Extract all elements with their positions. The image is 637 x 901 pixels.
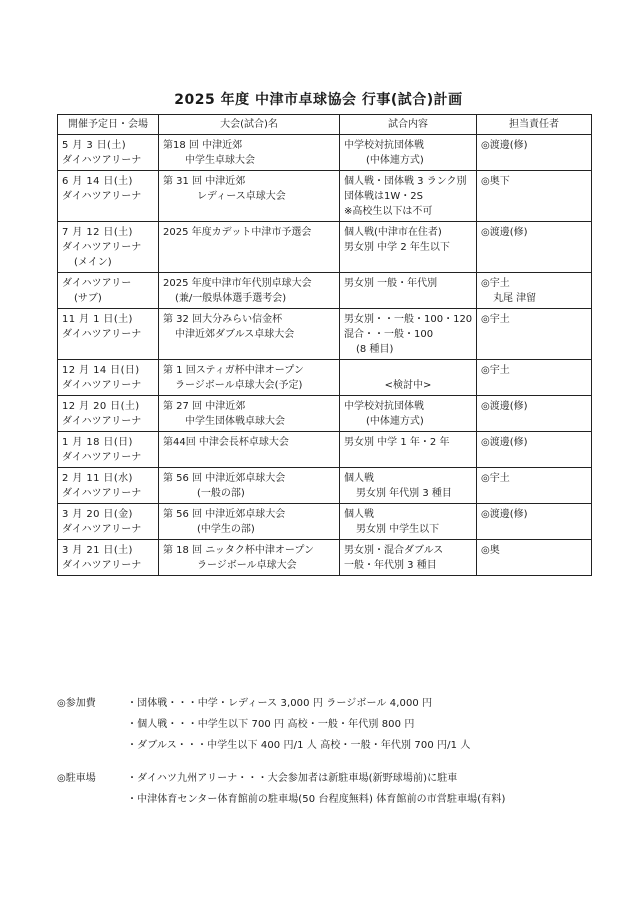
event-name-line: 第 56 回 中津近郊卓球大会 [163,509,286,520]
content-cell [340,135,477,171]
event-name-cell [159,171,340,222]
content-line: 中学校対抗団体戦 [344,140,424,151]
content-cell [340,396,477,432]
date-cell [58,171,159,222]
header-responsible: 担当責任者 [477,115,592,135]
content-line: 男女別 中学 2 年生以下 [344,242,450,253]
content-line: <検討中> [384,380,432,391]
venue: ダイハツアリー [62,278,132,289]
venue: ダイハツアリーナ [62,452,142,463]
responsible-cell [477,468,592,504]
responsible-cell [477,504,592,540]
venue: ダイハツアリーナ [62,155,142,166]
table-row [58,468,592,504]
event-date: 12 月 20 日(土) [62,401,140,412]
content-line: (中体連方式) [366,155,424,166]
responsible-cell [477,360,592,396]
responsible-person: ◎奥下 [481,176,510,187]
venue-note: (サブ) [74,293,102,304]
date-cell [58,273,159,309]
event-date: 3 月 21 日(土) [62,545,133,556]
event-name-line: 第 32 回大分みらい信金杯 [163,314,283,325]
event-date: 7 月 12 日(土) [62,227,133,238]
content-line: 混合・・一般・100 [344,329,434,340]
header-content: 試合内容 [340,115,477,135]
event-name-line: レディース卓球大会 [197,191,286,202]
content-cell [340,309,477,360]
table-row [58,135,592,171]
content-line: 男女別 中学生以下 [356,524,440,535]
responsible-person: ◎渡邊(修) [481,227,528,238]
content-line: 男女別 年代別 3 種目 [356,488,452,499]
event-name-line: (一般の部) [197,488,245,499]
content-line: 男女別・混合ダブルス [344,545,444,556]
event-name-line: 2025 年度中津市年代別卓球大会 [163,278,312,289]
event-name-line: ラージボール卓球大会 [197,560,297,571]
table-header-row [58,115,592,135]
responsible-cell [477,432,592,468]
venue: ダイハツアリーナ [62,416,142,427]
date-cell [58,309,159,360]
event-name-line: 中学生団体戦卓球大会 [185,416,285,427]
page-title: 2025 年度 中津市卓球協会 行事(試合)計画 [174,92,463,108]
content-line: 男女別・・一般・100・120 [344,314,473,325]
responsible-cell [477,396,592,432]
event-name-cell [159,504,340,540]
event-name-line: 第44回 中津会長杯卓球大会 [163,437,289,448]
event-name-line: 第 56 回 中津近郊卓球大会 [163,473,286,484]
content-line: (中体連方式) [366,416,424,427]
venue: ダイハツアリーナ [62,524,142,535]
date-cell [58,432,159,468]
fee-list [127,693,471,756]
content-cell [340,432,477,468]
date-cell [58,135,159,171]
table-row [58,504,592,540]
parking-line: ・ダイハツ九州アリーナ・・・大会参加者は新駐車場(新野球場前)に駐車 [127,773,458,784]
date-cell [58,222,159,273]
event-date: 5 月 3 日(土) [62,140,127,151]
content-line: 団体戦は1W・2S [344,191,423,202]
event-name-line: 第18 回 中津近郊 [163,140,243,151]
table-row [58,360,592,396]
venue: ダイハツアリーナ [62,380,142,391]
event-name-line: 第 27 回 中津近郊 [163,401,246,412]
parking-label: ◎駐車場 [57,773,96,784]
content-line [344,363,472,378]
table-row [58,309,592,360]
event-date: 3 月 20 日(金) [62,509,133,520]
responsible-cell [477,222,592,273]
content-line: 中学校対抗団体戦 [344,401,424,412]
table-row [58,540,592,576]
date-cell [58,396,159,432]
event-name-cell [159,360,340,396]
event-name-line: (中学生の部) [197,524,255,535]
responsible-cell [477,309,592,360]
table-row [58,273,592,309]
event-name-line: 第 1 回スティガ杯中津オープン [163,365,304,376]
event-date: 11 月 1 日(土) [62,314,133,325]
event-name-line: 中津近郊ダブルス卓球大会 [175,329,295,340]
responsible-person: ◎渡邊(修) [481,140,528,151]
parking-list [127,768,506,810]
content-line: ※高校生以下は不可 [344,206,433,217]
venue: ダイハツアリーナ [62,560,142,571]
date-cell [58,504,159,540]
responsible-person: ◎渡邊(修) [481,437,528,448]
responsible-person: ◎宇土 [481,278,510,289]
content-cell [340,273,477,309]
venue: ダイハツアリーナ [62,191,142,202]
fee-line: ・団体戦・・・中学・レディース 3,000 円 ラージボール 4,000 円 [127,698,433,709]
event-name-cell [159,135,340,171]
content-line: 男女別 一般・年代別 [344,278,438,289]
event-name-line: 中学生卓球大会 [185,155,255,166]
responsible-person: ◎渡邊(修) [481,401,528,412]
responsible-cell [477,135,592,171]
responsible-person: ◎奥 [481,545,500,556]
content-line: 個人戦 [344,473,374,484]
responsible-person: ◎渡邊(修) [481,509,528,520]
content-line: (8 種目) [356,344,394,355]
responsible-cell [477,273,592,309]
event-name-line: ラージボール卓球大会(予定) [175,380,303,391]
parking-line: ・中津体育センター体育館前の駐車場(50 台程度無料) 体育館前の市営駐車場(有料) [127,794,506,805]
table-row [58,171,592,222]
schedule-table [57,114,592,576]
venue: ダイハツアリーナ [62,488,142,499]
content-line: 男女別 中学 1 年・2 年 [344,437,450,448]
table-row [58,222,592,273]
responsible-person: ◎宇土 [481,473,510,484]
content-cell [340,222,477,273]
event-name-cell [159,396,340,432]
responsible-person: ◎宇土 [481,314,510,325]
event-name-line: 第 31 回 中津近郊 [163,176,246,187]
event-name-cell [159,468,340,504]
content-line: 個人戦(中津市在住者) [344,227,442,238]
event-name-cell [159,432,340,468]
responsible-cell [477,540,592,576]
event-name-cell [159,273,340,309]
header-date-venue: 開催予定日・会場 [58,115,159,135]
responsible-person: 丸尾 津留 [493,293,537,304]
event-name-cell [159,309,340,360]
event-name-cell [159,222,340,273]
event-name-cell [159,540,340,576]
fee-label: ◎参加費 [57,698,96,709]
fee-line: ・個人戦・・・中学生以下 700 円 高校・一般・年代別 800 円 [127,719,415,730]
event-date: 1 月 18 日(日) [62,437,133,448]
event-date: 6 月 14 日(土) [62,176,133,187]
table-row [58,432,592,468]
event-date: 12 月 14 日(日) [62,365,140,376]
event-date: 2 月 11 日(水) [62,473,133,484]
content-line: 個人戦 [344,509,374,520]
venue: ダイハツアリーナ [62,329,142,340]
content-cell [340,360,477,396]
content-cell [340,504,477,540]
venue-note: (メイン) [74,257,112,268]
content-cell [340,540,477,576]
fee-line: ・ダブルス・・・中学生以下 400 円/1 人 高校・一般・年代別 700 円/1 人 [127,740,471,751]
date-cell [58,540,159,576]
date-cell [58,468,159,504]
content-line: 一般・年代別 3 種目 [344,560,437,571]
event-name-line: 2025 年度カデット中津市予選会 [163,227,312,238]
header-event-name: 大会(試合)名 [159,115,340,135]
responsible-cell [477,171,592,222]
table-row [58,396,592,432]
event-name-line: (兼/一般県体選手選考会) [175,293,287,304]
content-line: 個人戦・団体戦 3 ランク別 [344,176,467,187]
content-cell [340,468,477,504]
responsible-person: ◎宇土 [481,365,510,376]
date-cell [58,360,159,396]
event-name-line: 第 18 回 ニッタク杯中津オープン [163,545,314,556]
venue: ダイハツアリーナ [62,242,142,253]
content-cell [340,171,477,222]
